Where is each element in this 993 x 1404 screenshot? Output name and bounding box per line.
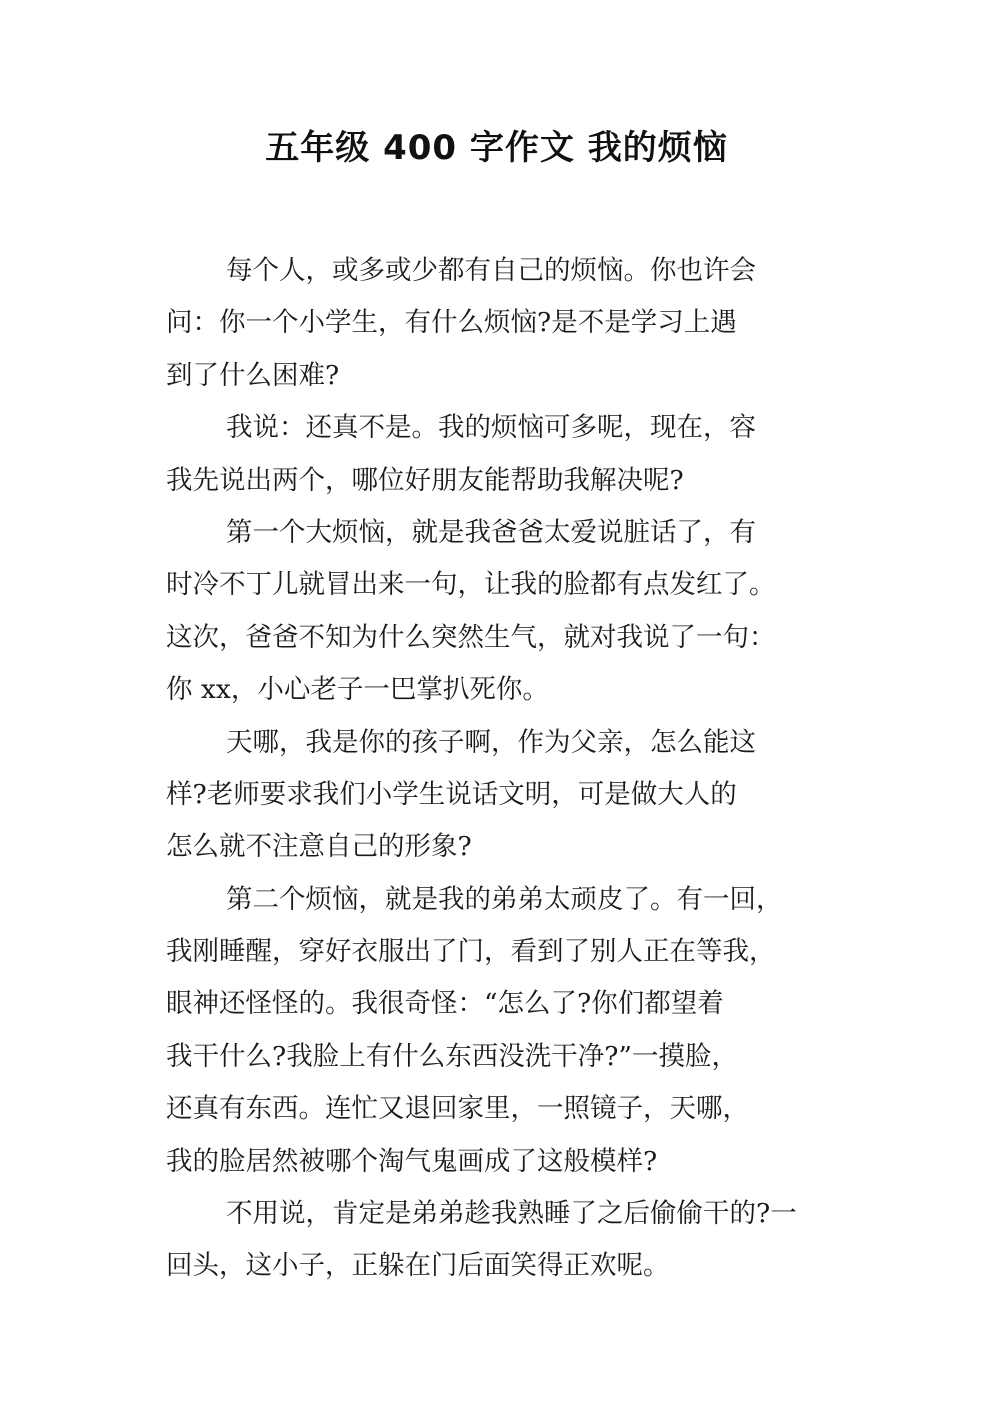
paragraph-5-line-5: 还真有东西。连忙又退回家里，一照镜子，天哪， (166, 1093, 749, 1125)
essay-body (166, 245, 886, 1293)
paragraph-5-line-1: 第二个烦恼，就是我的弟弟太顽皮了。有一回， (226, 883, 783, 915)
paragraph-2-line-2: 我先说出两个，哪位好朋友能帮助我解决呢? (166, 464, 684, 496)
paragraph-2-line-1: 我说：还真不是。我的烦恼可多呢，现在，容 (226, 412, 756, 444)
paragraph-3-line-2: 时冷不丁儿就冒出来一句，让我的脸都有点发红了。 (166, 569, 776, 601)
document-title: 五年级 400 字作文 我的烦恼 (265, 128, 728, 168)
paragraph-3-line-4: 你 xx，小心老子一巴掌扒死你。 (166, 674, 549, 706)
paragraph-4-line-3: 怎么就不注意自己的形象? (166, 831, 472, 863)
paragraph-4-line-1: 天哪，我是你的孩子啊，作为父亲，怎么能这 (226, 726, 756, 758)
paragraph-6-line-1: 不用说，肯定是弟弟趁我熟睡了之后偷偷干的?一 (226, 1198, 797, 1230)
paragraph-5-line-4: 我干什么?我脸上有什么东西没洗干净?”一摸脸， (166, 1040, 738, 1072)
paragraph-5-line-6: 我的脸居然被哪个淘气鬼画成了这般模样? (166, 1145, 658, 1177)
paragraph-3-line-1: 第一个大烦恼，就是我爸爸太爱说脏话了，有 (226, 516, 756, 548)
paragraph-6-line-2: 回头，这小子，正躲在门后面笑得正欢呢。 (166, 1250, 670, 1282)
paragraph-5-line-3: 眼神还怪怪的。我很奇怪：“怎么了?你们都望着 (166, 988, 724, 1020)
paragraph-3-line-3: 这次，爸爸不知为什么突然生气，就对我说了一句： (166, 621, 776, 653)
paragraph-1-line-2: 问：你一个小学生，有什么烦恼?是不是学习上遇 (166, 307, 737, 339)
paragraph-4-line-2: 样?老师要求我们小学生说话文明，可是做大人的 (166, 778, 737, 810)
paragraph-5-line-2: 我刚睡醒，穿好衣服出了门，看到了别人正在等我， (166, 936, 776, 968)
paragraph-1-line-3: 到了什么困难? (166, 359, 340, 391)
paragraph-1-line-1: 每个人，或多或少都有自己的烦恼。你也许会 (226, 255, 756, 286)
